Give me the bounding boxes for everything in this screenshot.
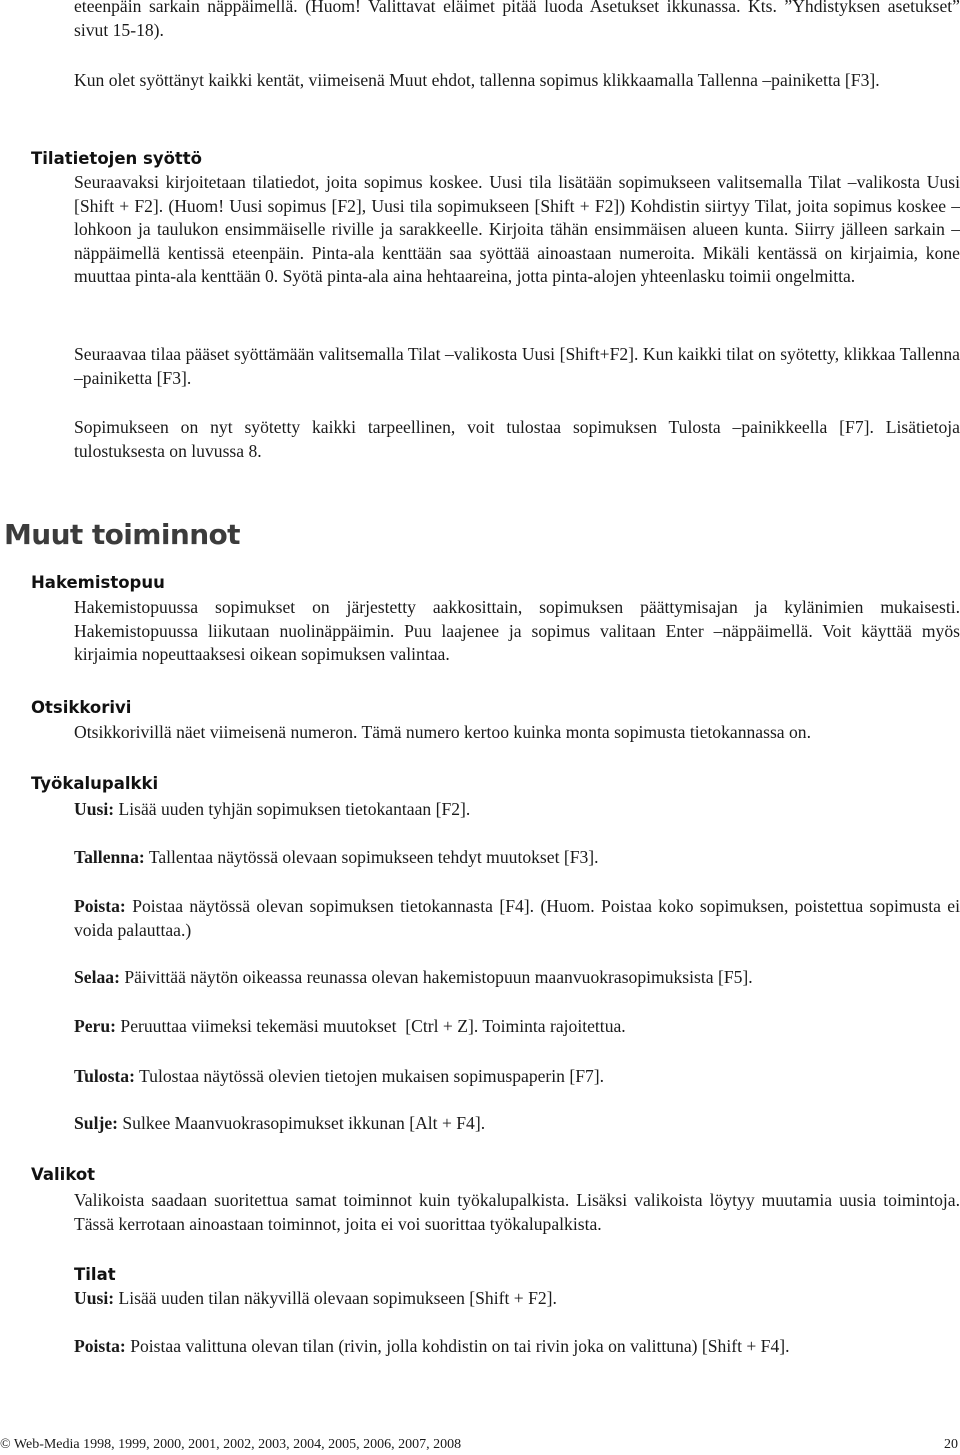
menu-desc: Poistaa valittuna olevan tilan (rivin, jolla kohdistin on tai rivin joka on valittuna) [Shift + F4].	[125, 1336, 790, 1356]
intro-paragraph: eteenpäin sarkain näppäimellä. (Huom! Valittavat eläimet pitää luoda Asetukset ikkunassa. Kts. ”Yhdistyksen asetukset” sivut 15-18).	[74, 0, 960, 40]
section-heading-valikot: Valikot	[31, 1165, 96, 1184]
footer-copyright: © Web-Media 1998, 1999, 2000, 2001, 2002, 2003, 2004, 2005, 2006, 2007, 2008	[0, 1437, 462, 1452]
toolbar-item-selaa	[74, 966, 960, 990]
toolbar-item-tallenna	[74, 846, 960, 870]
section-heading-hakemistopuu: Hakemistopuu	[31, 573, 165, 592]
menu-item-poista	[74, 1335, 960, 1359]
subheading-tilat: Tilat	[74, 1265, 116, 1284]
toolbar-term: Tallenna:	[74, 847, 145, 867]
menu-item-uusi	[74, 1287, 960, 1311]
toolbar-term: Peru:	[74, 1016, 117, 1036]
hakemistopuu-paragraph: Hakemistopuussa sopimukset on järjestetty aakkosittain, sopimuksen päättymisajan ja kylänimien mukaisesti. Hakemistopuussa liikutaan nuolinäppäimin. Puu laajenee ja sopimus valitaan Enter –näppäimellä. Voit käyttää myös kirjaimia nopeuttaaksesi oikean sopimuksen valintaa.	[74, 597, 960, 665]
menu-term: Uusi:	[74, 1288, 115, 1308]
otsikkorivi-paragraph: Otsikkorivillä näet viimeisenä numeron. Tämä numero kertoo kuinka monta sopimusta tietokannassa on.	[74, 722, 811, 742]
valikot-paragraph: Valikoista saadaan suoritettua samat toiminnot kuin työkalupalkista. Lisäksi valikoista löytyy muutamia uusia toimintoja. Tässä kerrotaan ainoastaan toiminnot, joita ei voi suorittaa työkalupalkista.	[74, 1190, 960, 1234]
main-heading-muut-toiminnot: Muut toiminnot	[4, 518, 240, 551]
save-instructions-paragraph: Kun olet syöttänyt kaikki kentät, viimeisenä Muut ehdot, tallenna sopimus klikkaamalla Tallenna –painiketta [F3].	[74, 70, 880, 90]
tilatiedot-paragraph-2: Seuraavaa tilaa pääset syöttämään valitsemalla Tilat –valikosta Uusi [Shift+F2]. Kun kaikki tilat on syötetty, klikkaa Tallenna –painiketta [F3].	[74, 344, 960, 388]
tilatiedot-paragraph-1: Seuraavaksi kirjoitetaan tilatiedot, joita sopimus koskee. Uusi tila lisätään sopimukseen valitsemalla Tilat –valikosta Uusi [Shift + F2]. (Huom! Uusi sopimus [F2], Uusi tila sopimukseen [Shift + F2]) Kohdistin siirtyy Tilat, joita sopimus koskee –lohkoon ja taulukon ensimmäiselle riville ja sarakkeelle. Kirjoita tähän ensimmäisen alueen kunta. Siirry jälleen sarkain –näppäimellä kentissä eteenpäin. Pinta-ala kenttään saa syöttää ainoastaan numeroita. Mikäli kentässä on kirjaimia, kone muuttaa pinta-ala kenttään 0. Syötä pinta-ala aina hehtaareina, jotta pinta-alojen yhteenlasku toimii ongelmitta.	[74, 172, 960, 287]
toolbar-desc: Päivittää näytön oikeassa reunassa olevan hakemistopuun maanvuokrasopimuksista [F5].	[119, 967, 753, 987]
section-heading-tilatietojen-syotto: Tilatietojen syöttö	[31, 149, 203, 168]
toolbar-item-peru	[74, 1015, 960, 1039]
menu-desc: Lisää uuden tilan näkyvillä olevaan sopimukseen [Shift + F2].	[114, 1288, 557, 1308]
toolbar-term: Tulosta:	[74, 1066, 135, 1086]
toolbar-term: Poista:	[74, 896, 126, 916]
toolbar-desc: Peruuttaa viimeksi tekemäsi muutokset [Ctrl + Z]. Toiminta rajoitettua.	[116, 1016, 626, 1036]
section-heading-otsikkorivi: Otsikkorivi	[31, 698, 132, 717]
toolbar-item-poista	[74, 895, 960, 942]
section-heading-tyokalupalkki: Työkalupalkki	[31, 774, 159, 793]
toolbar-desc: Tallentaa näytössä olevaan sopimukseen tehdyt muutokset [F3].	[144, 847, 599, 867]
toolbar-item-tulosta	[74, 1065, 960, 1089]
menu-term: Poista:	[74, 1336, 126, 1356]
toolbar-desc: Lisää uuden tyhjän sopimuksen tietokantaan [F2].	[114, 799, 471, 819]
toolbar-item-uusi	[74, 798, 960, 822]
toolbar-term: Sulje:	[74, 1113, 118, 1133]
toolbar-desc: Sulkee Maanvuokrasopimukset ikkunan [Alt + F4].	[117, 1113, 486, 1133]
page-number: 20	[944, 1437, 958, 1452]
toolbar-item-sulje	[74, 1112, 960, 1136]
toolbar-term: Uusi:	[74, 799, 115, 819]
toolbar-term: Selaa:	[74, 967, 120, 987]
tilatiedot-paragraph-3: Sopimukseen on nyt syötetty kaikki tarpeellinen, voit tulostaa sopimuksen Tulosta –painikkeella [F7]. Lisätietoja tulostuksesta on luvussa 8.	[74, 417, 960, 461]
toolbar-desc: Tulostaa näytössä olevien tietojen mukaisen sopimuspaperin [F7].	[134, 1066, 605, 1086]
toolbar-desc: Poistaa näytössä olevan sopimuksen tietokannasta [F4]. (Huom. Poistaa koko sopimuksen, poistettua sopimusta ei voida palauttaa.)	[74, 896, 960, 940]
